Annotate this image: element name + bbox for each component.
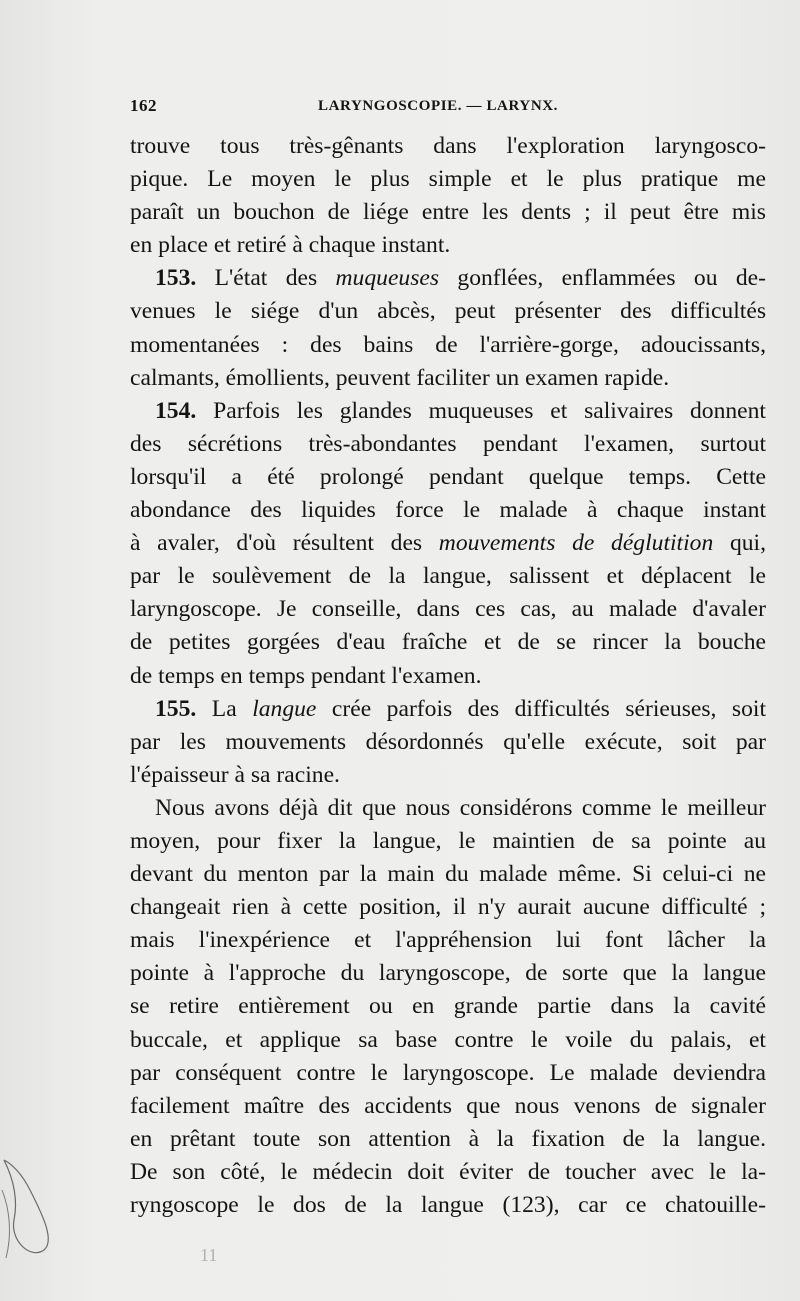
text-line: par le soulèvement de la langue, salissent et déplacent le xyxy=(130,563,766,590)
text-line: devant du menton par la main du malade même. Si celui-ci ne xyxy=(130,861,766,888)
paragraph xyxy=(130,262,766,394)
text-line: moyen, pour fixer la langue, le maintien de sa pointe au xyxy=(130,827,766,854)
page-number: 162 xyxy=(130,96,157,115)
running-title: LARYNGOSCOPIE. — LARYNX. xyxy=(318,98,559,114)
text-line: paraît un bouchon de liége entre les dents ; il peut être mis xyxy=(130,199,766,226)
page-body xyxy=(130,130,766,1222)
text-line: venues le siége d'un abcès, peut présenter des difficultés xyxy=(130,298,766,325)
text-line xyxy=(130,262,766,295)
section-number: 154. xyxy=(155,397,197,424)
section-number: 153. xyxy=(155,265,197,292)
paragraph xyxy=(130,395,766,693)
page-header xyxy=(130,96,770,120)
section-number: 155. xyxy=(155,695,197,722)
text-line: par conséquent contre le laryngoscope. Le malade deviendra xyxy=(130,1059,766,1086)
printer-signature: 11 xyxy=(200,1245,218,1265)
text-line: des sécrétions très-abondantes pendant l'examen, surtout xyxy=(130,430,766,457)
text-line: Nous avons déjà dit que nous considérons comme le meilleur xyxy=(155,794,766,821)
text-line: changeait rien à cette position, il n'y aurait aucune difficulté ; xyxy=(130,894,766,921)
text-line: laryngoscope. Je conseille, dans ces cas, au malade d'avaler xyxy=(130,596,766,623)
text-run: L'état des muqueuses gonflées, enflammées ou de- xyxy=(196,265,766,292)
text-line: buccale, et applique sa base contre le voile du palais, et xyxy=(130,1026,766,1053)
text-line: en place et retiré à chaque instant. xyxy=(130,232,451,259)
text-run: Parfois les glandes muqueuses et salivaires donnent xyxy=(196,397,766,424)
margin-sketch-icon xyxy=(0,1140,60,1270)
text-line: de temps en temps pendant l'examen. xyxy=(130,662,482,689)
text-line: pointe à l'approche du laryngoscope, de sorte que la langue xyxy=(130,960,766,987)
paragraph xyxy=(130,693,766,792)
text-line: calmants, émollients, peuvent faciliter un examen rapide. xyxy=(130,364,670,391)
text-line: à avaler, d'où résultent des mouvements de déglutition qui, xyxy=(130,530,766,557)
text-line: lorsqu'il a été prolongé pendant quelque temps. Cette xyxy=(130,463,766,490)
text-line: facilement maître des accidents que nous venons de signaler xyxy=(130,1092,766,1119)
text-line: en prêtant toute son attention à la fixation de la langue. xyxy=(130,1125,766,1152)
paragraph xyxy=(130,792,766,1222)
text-line: mais l'inexpérience et l'appréhension lui font lâcher la xyxy=(130,927,766,954)
text-line: par les mouvements désordonnés qu'elle exécute, soit par xyxy=(130,728,766,755)
text-line: trouve tous très-gênants dans l'exploration laryngosco- xyxy=(130,133,766,159)
text-run: La langue crée parfois des difficultés sérieuses, soit xyxy=(196,695,767,722)
text-line: De son côté, le médecin doit éviter de toucher avec le la- xyxy=(130,1158,766,1185)
text-line xyxy=(130,693,766,726)
text-line: se retire entièrement ou en grande partie dans la cavité xyxy=(130,993,766,1020)
text-line: l'épaisseur à sa racine. xyxy=(130,761,340,788)
text-line: pique. Le moyen le plus simple et le plus pratique me xyxy=(130,166,766,193)
text-line: de petites gorgées d'eau fraîche et de se rincer la bouche xyxy=(130,629,766,656)
text-line: ryngoscope le dos de la langue (123), car ce chatouille- xyxy=(130,1192,766,1218)
paragraph xyxy=(130,130,766,262)
text-line: abondance des liquides force le malade à chaque instant xyxy=(130,497,766,524)
text-line: momentanées : des bains de l'arrière-gorge, adoucissants, xyxy=(130,331,766,358)
text-line xyxy=(130,395,766,428)
